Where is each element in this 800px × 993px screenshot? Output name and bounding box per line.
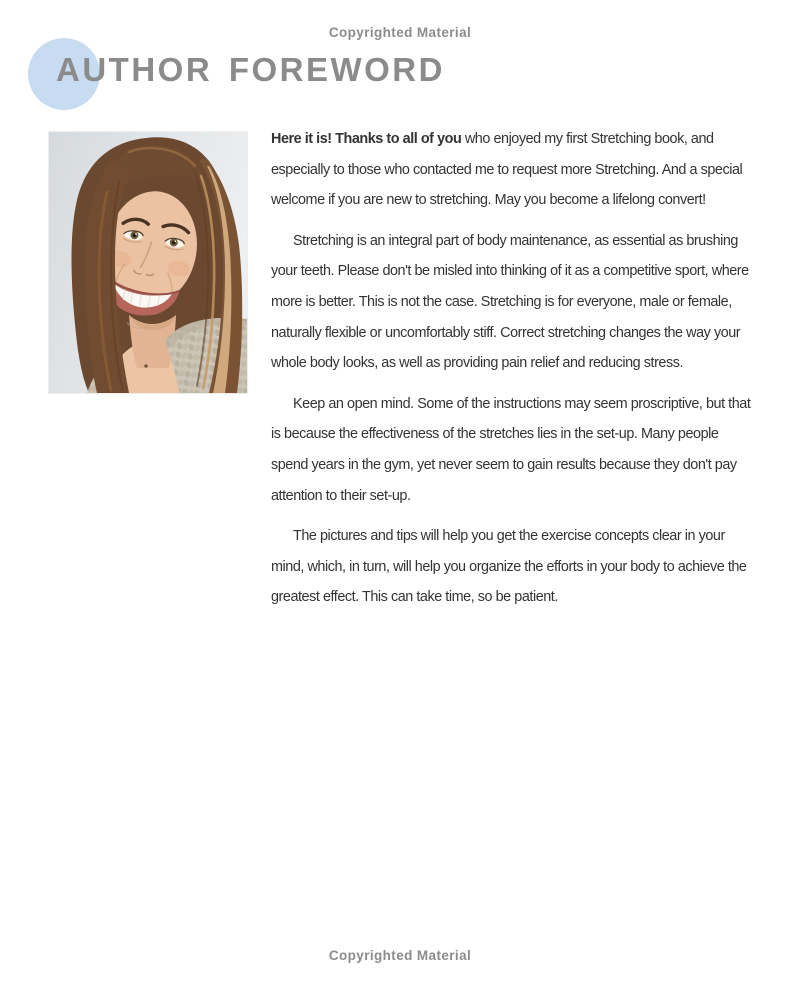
paragraph-2: Stretching is an integral part of body maintenance, as essential as brushing your teeth. Please don't be misled into thinking of it as a competitive sport, where more is better. This is not the case. Stretching is for everyone, male or female, naturally flexible or uncomfortably stiff. Correct stretching changes the way your whole body looks, as well as providing pain relief and reducing stress. [271, 232, 749, 372]
author-photo [48, 131, 248, 394]
paragraph-1-bold-lead: Here it is! Thanks to all of you [271, 131, 462, 147]
paragraph-4: The pictures and tips will help you get the exercise concepts clear in your mind, which, in turn, will help you organize the efforts in your body to achieve the greatest effect. This can take time, so be patient. [271, 527, 747, 606]
paragraph-3: Keep an open mind. Some of the instructions may seem proscriptive, but that is because the effectiveness of the stretches lies in the set-up. Many people spend years in the gym, yet never seem to gain results because they don't pay attention to their set-up. [271, 395, 751, 504]
copyright-watermark-top: Copyrighted Material [328, 25, 472, 40]
body-text [271, 124, 751, 623]
author-portrait-illustration [49, 132, 247, 393]
copyright-watermark-bottom: Copyrighted Material [328, 948, 472, 963]
paragraph-1 [271, 124, 751, 216]
paragraph-1-rest: who enjoyed my first Stretching book, and especially to those who contacted me to request more Stretching. And a special welcome if you are new to stretching. May you become a lifelong convert! [271, 131, 743, 209]
page-title: AUTHOR FOREWORD [56, 51, 445, 88]
